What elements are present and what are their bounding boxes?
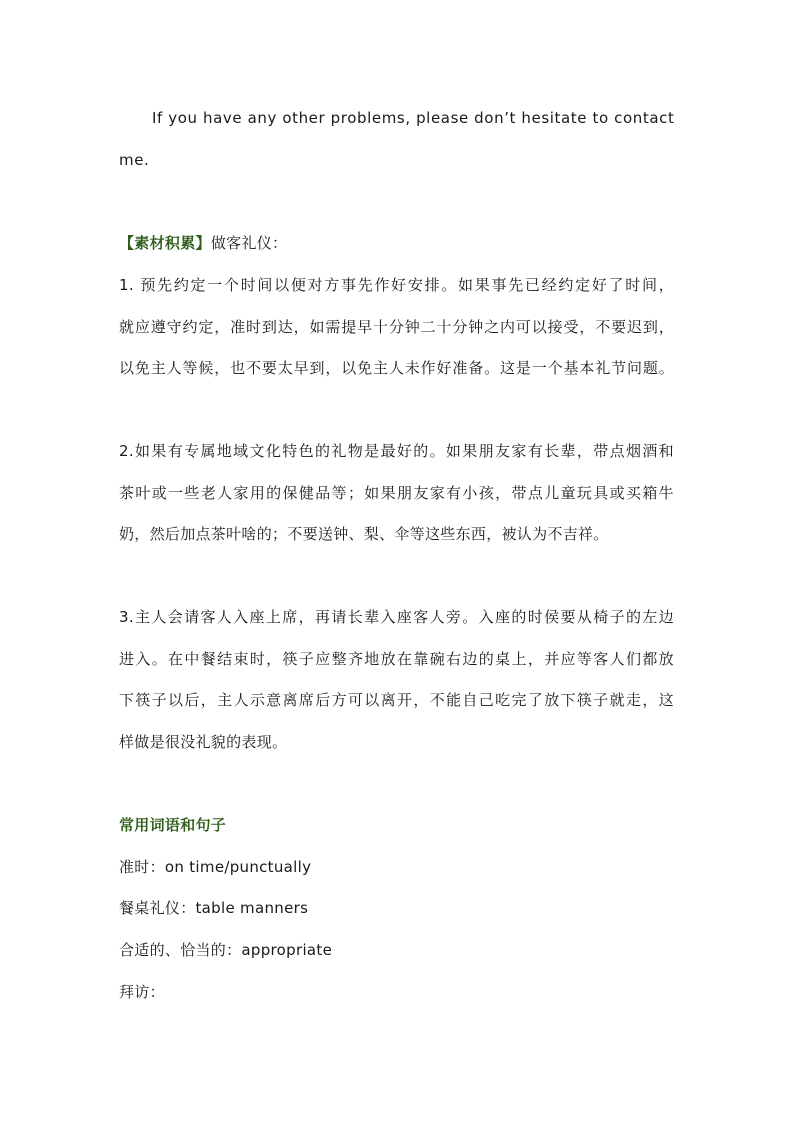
point1-line-3: 以免主人等候，也不要太早到，以免主人未作好准备。这是一个基本礼节问题。 xyxy=(119,359,674,377)
point1-line-2: 就应遵守约定，准时到达，如需提早十分钟二十分钟之内可以接受，不要迟到， xyxy=(119,318,674,336)
point3-line-4: 样做是很没礼貌的表现。 xyxy=(119,733,288,751)
point3-line-2: 进入。在中餐结束时，筷子应整齐地放在靠碗右边的桌上，并应等客人们都放 xyxy=(119,650,674,668)
point2-line-3: 奶，然后加点茶叶啥的；不要送钟、梨、伞等这些东西，被认为不吉祥。 xyxy=(119,525,609,543)
material-heading xyxy=(119,233,679,253)
vocab-item-appropriate: 合适的、恰当的：appropriate xyxy=(119,941,333,959)
point1-line-1: 1. 预先约定一个时间以便对方事先作好安排。如果事先已经约定好了时间， xyxy=(119,276,674,294)
letter-closing-line-2: me. xyxy=(119,151,150,169)
material-heading-text: 做客礼仪： xyxy=(210,234,288,252)
vocab-item-punctual: 准时：on time/punctually xyxy=(119,858,312,876)
point2-line-2: 茶叶或一些老人家用的保健品等；如果朋友家有小孩，带点儿童玩具或买箱牛 xyxy=(119,484,674,502)
vocab-item-table-manners: 餐桌礼仪：table manners xyxy=(119,899,309,917)
vocab-heading: 常用词语和句子 xyxy=(119,816,227,834)
vocab-item-visit: 拜访： xyxy=(119,983,165,1001)
material-heading-tag: 【素材积累】 xyxy=(119,234,211,252)
point2-line-1: 2.如果有专属地域文化特色的礼物是最好的。如果朋友家有长辈，带点烟酒和 xyxy=(119,442,674,460)
point3-line-1: 3.主人会请客人入座上席，再请长辈入座客人旁。入座的时侯要从椅子的左边 xyxy=(119,608,674,626)
point3-line-3: 下筷子以后，主人示意离席后方可以离开，不能自己吃完了放下筷子就走，这 xyxy=(119,691,674,709)
letter-closing-line-1: If you have any other problems, please don’t hesitate to contact xyxy=(152,109,675,127)
